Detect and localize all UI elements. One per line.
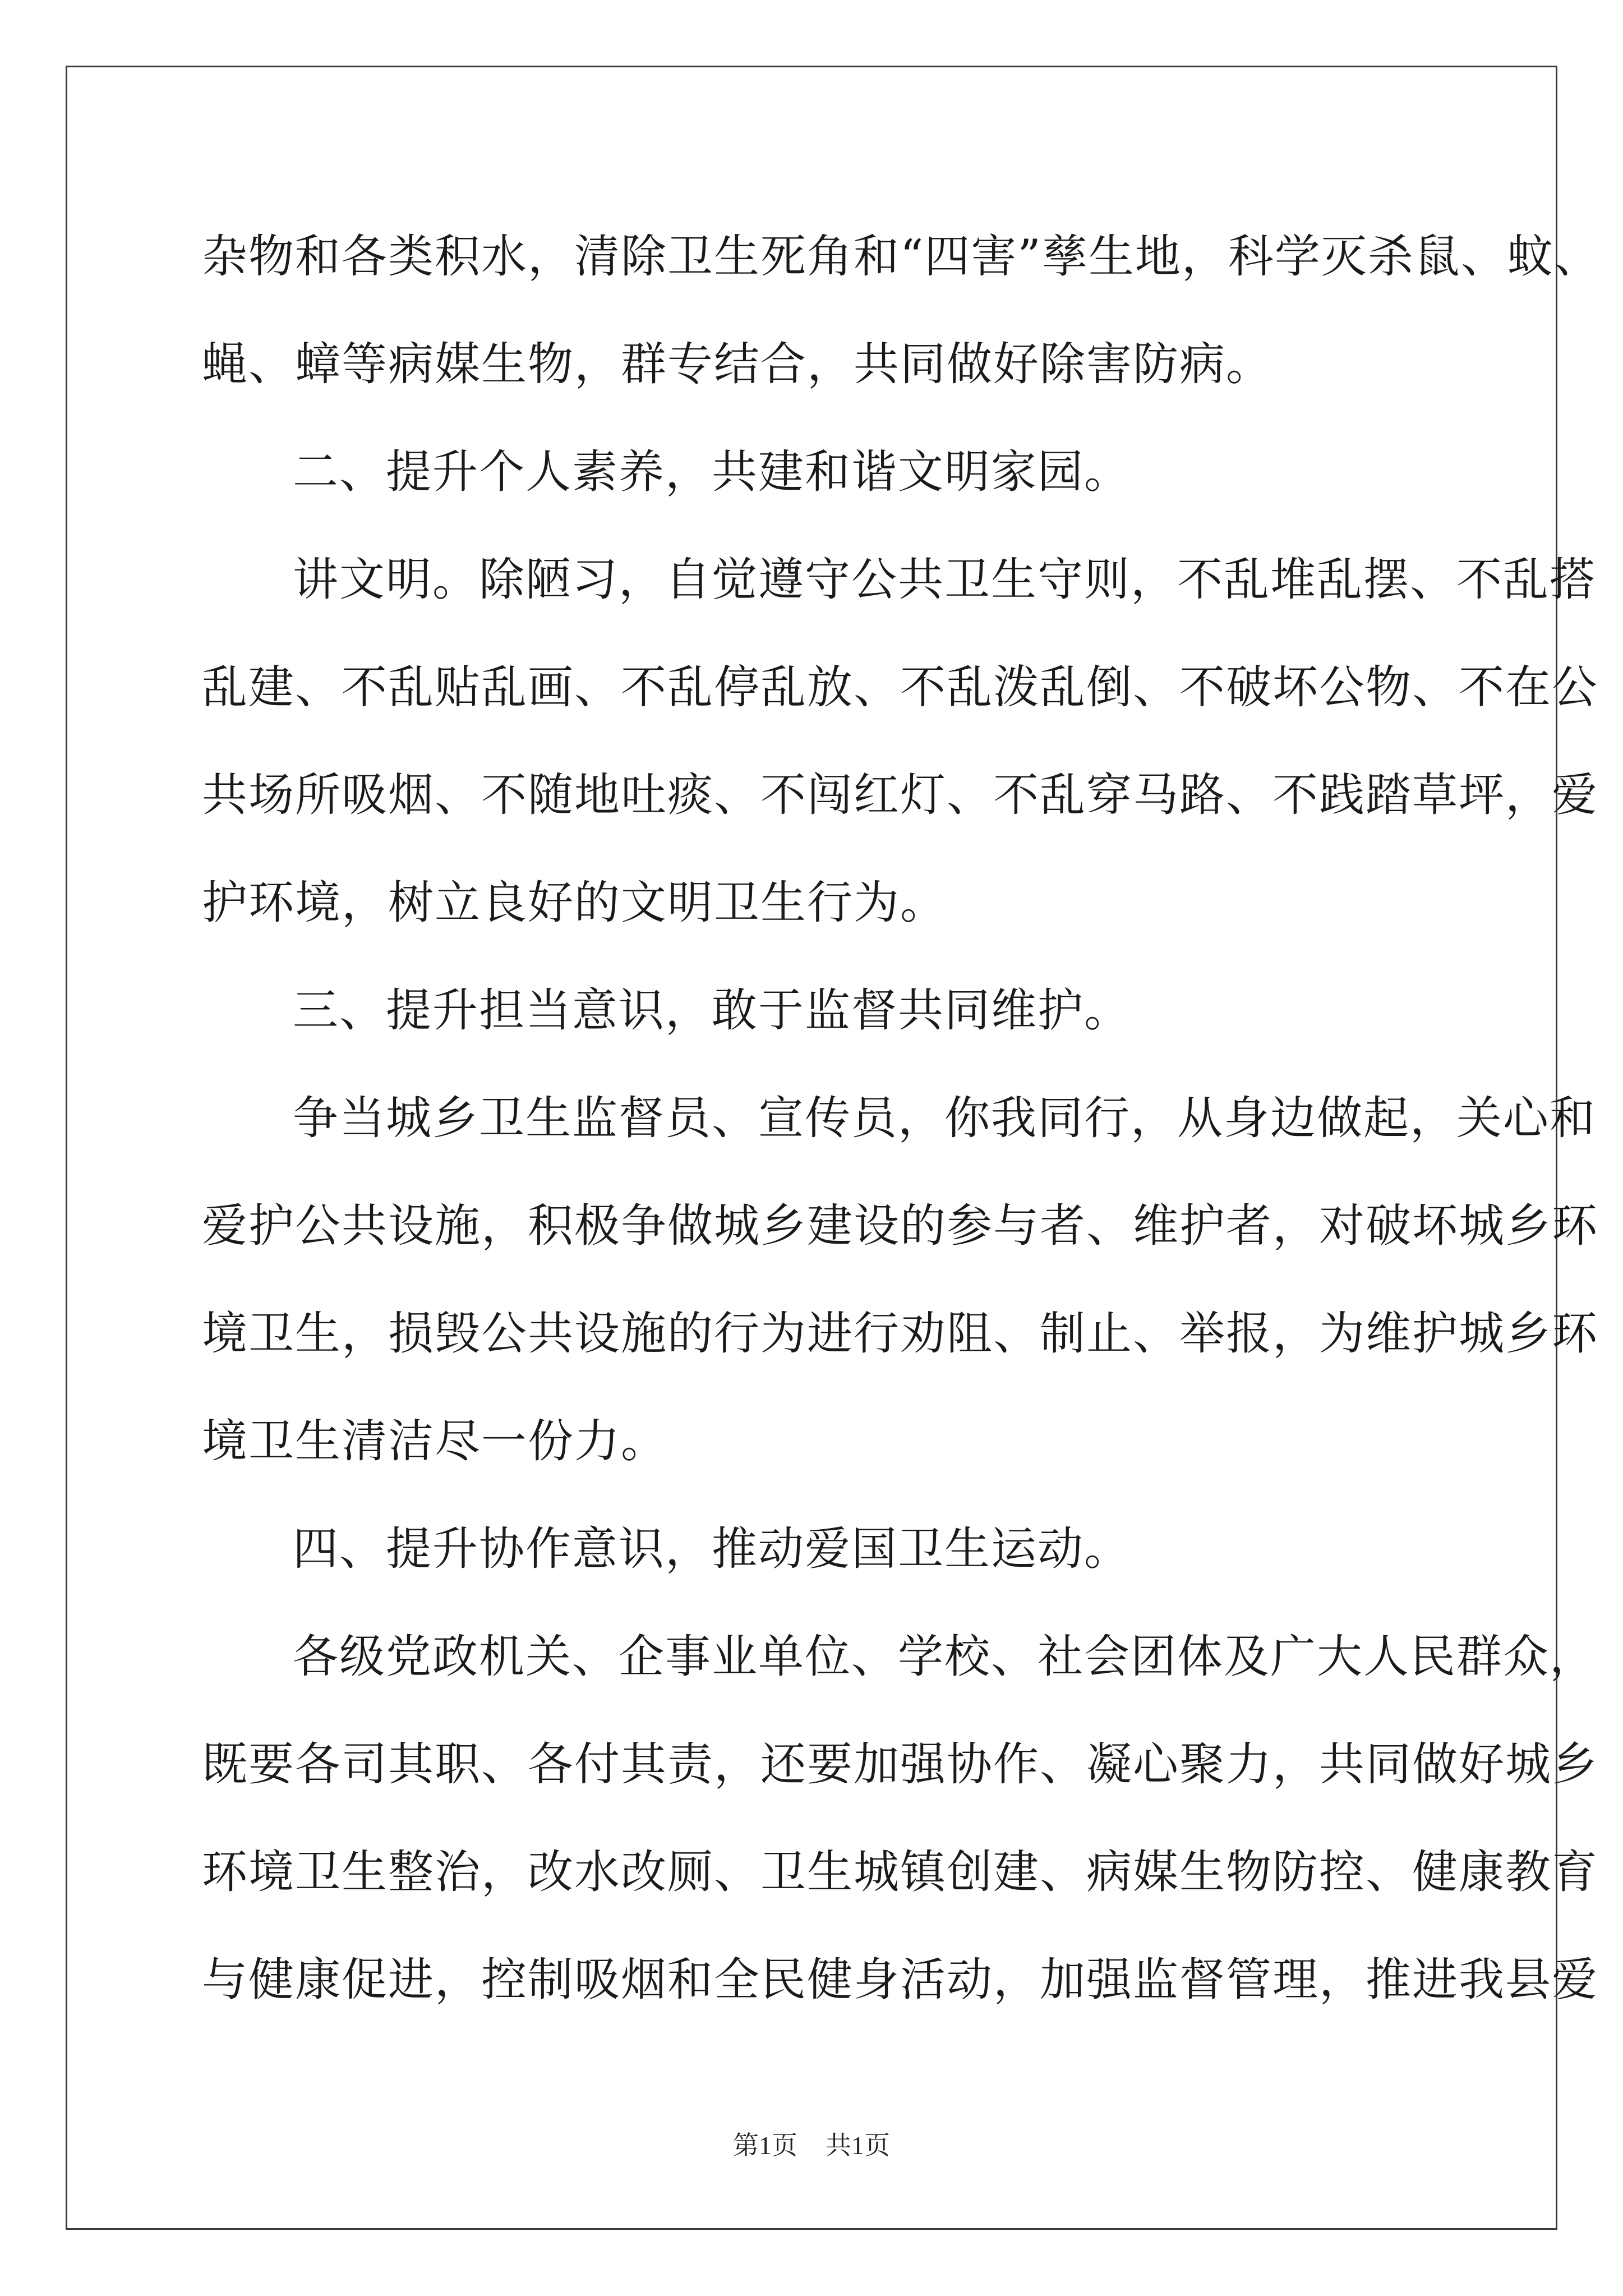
text-line: 乱建、不乱贴乱画、不乱停乱放、不乱泼乱倒、不破坏公物、不在公 — [202, 661, 1599, 714]
text-line: 共场所吸烟、不随地吐痰、不闯红灯、不乱穿马路、不践踏草坪，爱 — [202, 769, 1599, 822]
page-footer — [0, 2125, 1623, 2162]
text-line: 与健康促进，控制吸烟和全民健身活动，加强监督管理，推进我县爱 — [202, 1954, 1599, 2007]
text-line: 境卫生，损毁公共设施的行为进行劝阻、制止、举报，为维护城乡环 — [202, 1308, 1599, 1360]
text-line: 三、提升担当意识，敢于监督共同维护。 — [293, 984, 1131, 1037]
text-line: 讲文明。除陋习，自觉遵守公共卫生守则，不乱堆乱摆、不乱搭 — [293, 554, 1597, 606]
text-line: 爱护公共设施，积极争做城乡建设的参与者、维护者，对破坏城乡环 — [202, 1200, 1599, 1253]
text-line: 杂物和各类积水，清除卫生死角和“四害”孳生地，科学灭杀鼠、蚊、 — [202, 231, 1601, 283]
text-line: 既要各司其职、各付其责，还要加强协作、凝心聚力，共同做好城乡 — [202, 1738, 1599, 1791]
text-line: 蝇、蟑等病媒生物，群专结合，共同做好除害防病。 — [202, 338, 1273, 391]
page-number-current: 第1页 — [733, 2131, 797, 2160]
text-line: 争当城乡卫生监督员、宣传员，你我同行，从身边做起，关心和 — [293, 1092, 1597, 1145]
page-number-total: 共1页 — [826, 2131, 890, 2160]
text-line: 护环境，树立良好的文明卫生行为。 — [202, 877, 947, 930]
text-line: 境卫生清洁尽一份力。 — [202, 1415, 668, 1468]
document-body — [202, 203, 1601, 2034]
text-line: 二、提升个人素养，共建和谐文明家园。 — [293, 446, 1131, 499]
text-line: 各级党政机关、企事业单位、学校、社会团体及广大人民群众， — [293, 1631, 1597, 1683]
text-line: 四、提升协作意识，推动爱国卫生运动。 — [293, 1523, 1131, 1576]
text-line: 环境卫生整治，改水改厕、卫生城镇创建、病媒生物防控、健康教育 — [202, 1846, 1599, 1899]
